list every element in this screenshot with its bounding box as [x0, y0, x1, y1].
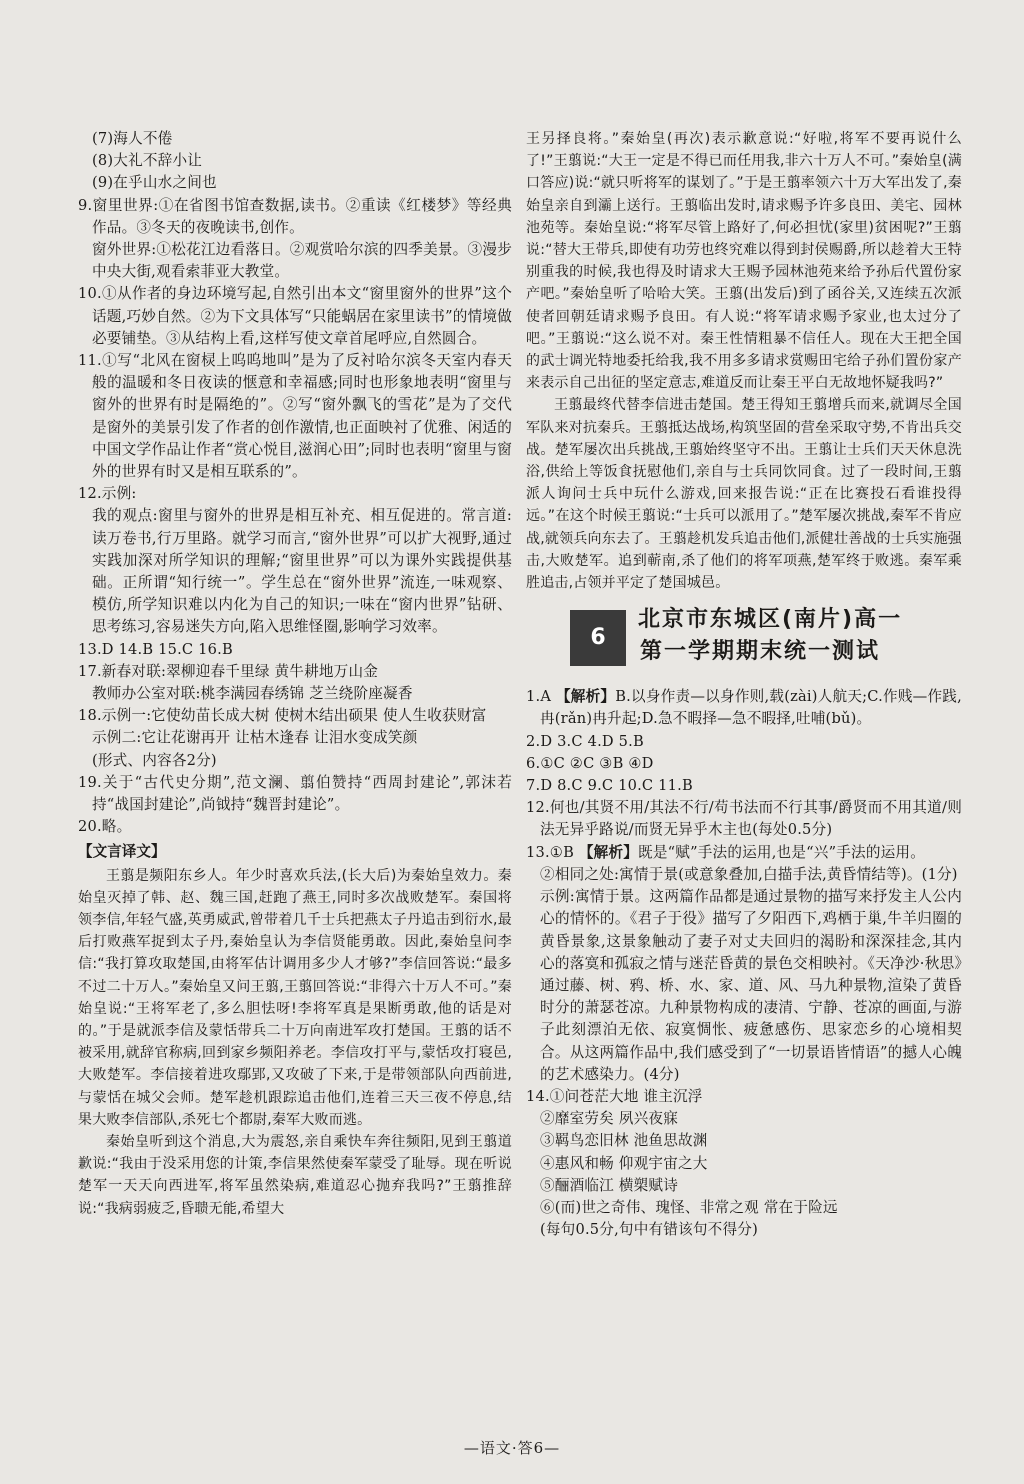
left-column — [78, 128, 512, 1220]
answer-q11: 11.①写“北风在窗棂上呜呜地叫”是为了反衬哈尔滨冬天室内春天般的温暖和冬日夜读的惬意和幸福感;同时也形象地表明“窗里与窗外的世界有时是隔绝的”。②写“窗外飘飞的雪花”是为了交代是窗外的美景引发了作者的创作激情,也正面映衬了优雅、闲适的中国文学作品让作者“赏心悦目,滋润心田”;同时也表明“窗里与窗外的世界有时又是相互联系的”。 — [78, 352, 512, 481]
analysis-tag: 【解析】 — [578, 843, 639, 861]
translation-paragraph: 王翦最终代替李信进击楚国。楚王得知王翦增兵而来,就调尽全国军队来对抗秦兵。王翦抵达战场,构筑坚固的营垒采取守势,不肯出兵交战。楚军屡次出兵挑战,王翦始终坚守不出。王翦让士兵们天天休息洗浴,供给上等饭食抚慰他们,亲自与士兵同饮同食。过了一段时间,王翦派人询问士兵中玩什么游戏,回来报告说:“正在比赛投石看谁投得远。”在这个时候王翦说:“士兵可以派用了。”楚军屡次挑战,秦军不肯应战,就领兵向东去了。王翦趁机发兵追击他们,派健壮善战的士兵实施强击,大败楚军。追到蕲南,杀了他们的将军项燕,楚军终于败逃。秦军乘胜追击,占领并平定了楚国城邑。 — [526, 397, 962, 592]
answer-line: (7)海人不倦 — [92, 130, 173, 147]
page-footer: —语文·答6— — [463, 1439, 561, 1457]
answer-a14-line: ③羁鸟恋旧林 池鱼思故渊 — [540, 1132, 708, 1150]
answer-a1 — [526, 686, 962, 730]
answer-a1-body: B.以身作责—以身作则,载(zài)人航天;C.作贱—作践,冉(rǎn)冉升起;D.急不暇择—急不暇择,吐哺(bǔ)。 — [540, 688, 962, 728]
answer-a2-5: 2.D 3.C 4.D 5.B — [526, 732, 644, 750]
answer-a13-choice: 13.①B — [526, 843, 579, 861]
translation-paragraph: 王另择良将。”秦始皇(再次)表示歉意说:“好啦,将军不要再说什么了!”王翦说:“大王一定是不得已而任用我,非六十万人不可。”秦始皇(满口答应)说:“就只听将军的谋划了。”于是王翦率领六十万大军出发了,秦始皇亲自到灞上送行。王翦临出发时,请求赐予许多良田、美宅、园林池苑等。秦始皇说:“将军尽管上路好了,何必担忧(家里)贫困呢?”王翦说:“替大王带兵,即使有功劳也终究难以得到封侯赐爵,所以趁着大王特别重我的时候,我也得及时请求大王赐予园林池苑来给予孙后代置份家产吧。”秦始皇听了哈哈大笑。王翦(出发后)到了函谷关,又连续五次派使者回朝廷请求赐予良田。有人说:“将军请求赐予家业,也太过分了吧。”王翦说:“这么说不对。秦王性情粗暴不信任人。现在大王把全国的武士调光特地委托给我,我不用多多请求赏赐田宅给子孙们置份家产来表示自己出征的坚定意志,难道反而让秦王平白无故地怀疑我吗?” — [526, 131, 962, 392]
answer-a13-example: 示例:寓情于景。这两篇作品都是通过景物的描写来抒发主人公内心的情怀的。《君子于役》描写了夕阳西下,鸡栖于巢,牛羊归圈的黄昏景象,这景象触动了妻子对丈夫回归的渴盼和深深挂念,其内心的落寞和孤寂之情与迷茫昏黄的景色交相映衬。《天净沙·秋思》通过藤、树、鸦、桥、水、家、道、风、马九种景物,渲染了黄昏时分的萧瑟苍凉。九种景物构成的凄清、宁静、苍凉的画面,与游子此刻漂泊无依、寂寞惆怅、疲惫感伤、思家恋乡的心境相契合。从这两篇作品中,我们感受到了“一切景语皆情语”的撼人心魄的艺术感染力。(4分) — [540, 888, 962, 1083]
answer-line: (9)在乎山水之间也 — [92, 174, 217, 192]
translation-paragraph: 王翦是频阳东乡人。年少时喜欢兵法,(长大后)为秦始皇效力。秦始皇灭掉了韩、赵、魏三国,赶跑了燕王,同时多次战败楚军。秦国将领李信,年轻气盛,英勇威武,曾带着几千士兵把燕太子丹追击到衍水,最后打败燕军捉到太子丹,秦始皇认为李信贤能勇敢。因此,秦始皇问李信:“我打算攻取楚国,由将军估计调用多少人才够?”李信回答说:“最多不过二十万人。”秦始皇又问王翦,王翦回答说:“非得六十万人不可。”秦始皇说:“王将军老了,多么胆怯呀!李将军真是果断勇敢,他的话是对的。”于是就派李信及蒙恬带兵二十万向南进军攻打楚国。王翦的话不被采用,就辞官称病,回到家乡频阳养老。李信攻打平与,蒙恬攻打寝邑,大败楚军。李信接着进攻鄢郢,又攻破了下来,于是带领部队向西前进,与蒙恬在城父会师。楚军趁机跟踪追击他们,连着三天三夜不停息,结果大败李信部队,杀死七个都尉,秦军大败而逃。 — [78, 867, 512, 1128]
answer-a14-line: 14.①问苍茫大地 谁主沉浮 — [526, 1087, 703, 1105]
answer-q12: 我的观点:窗里与窗外的世界是相互补充、相互促进的。常言道:读万卷书,行万里路。就学习而言,“窗外世界”可以扩大视野,通过实践加深对所学知识的理解;“窗里世界”可以为课外实践提供基础。正所谓“知行统一”。学生总在“窗外世界”流连,一味观察、模仿,所学知识难以内化为自己的知识;一味在“窗内世界”钻研、思考练习,容易迷失方向,陷入思维怪圈,影响学习效率。 — [92, 507, 512, 636]
answer-a7-11: 7.D 8.C 9.C 10.C 11.B — [526, 777, 693, 795]
answer-q10: 10.①从作者的身边环境写起,自然引出本文“窗里窗外的世界”这个话题,巧妙自然。②为下文具体写“只能蜗居在家里读书”的情境做必要铺垫。③从结构上看,这样写使文章首尾呼应,自然圆合。 — [78, 285, 512, 347]
answer-a14-line: ⑤酾酒临江 横槊赋诗 — [540, 1176, 678, 1194]
translation-paragraph: 秦始皇听到这个消息,大为震怒,亲自乘快车奔往频阳,见到王翦道歉说:“我由于没采用您的计策,李信果然使秦军蒙受了耻辱。现在听说楚军一天天向西进军,将军虽然染病,难道忍心抛弃我吗?”王翦推辞说:“我病弱疲乏,昏聩无能,希望大 — [78, 1133, 512, 1217]
answer-a14-line: ⑥(而)世之奇伟、瑰怪、非常之观 常在于险远 — [540, 1198, 838, 1216]
answer-a13-body: 既是“赋”手法的运用,也是“兴”手法的运用。 — [638, 843, 926, 861]
answer-q20: 20.略。 — [78, 818, 132, 836]
exam-title-line2: 第一学期期末统一测试 — [640, 639, 881, 665]
exam-title — [638, 604, 902, 668]
answer-a13b: ②相同之处:寓情于景(或意象叠加,白描手法,黄昏情结等)。(1分) — [540, 865, 958, 883]
answer-q9: 9.窗里世界:①在省图书馆查数据,读书。②重读《红楼梦》等经典作品。③冬天的夜晚读书,创作。 — [78, 196, 512, 236]
answer-a14-line: ④惠风和畅 仰观宇宙之大 — [540, 1154, 708, 1172]
answer-a13 — [526, 842, 962, 864]
answer-a6: 6.①C ②C ③B ④D — [526, 754, 654, 772]
answer-a12: 12.何也/其贤不用/其法不行/苟书法而不行其事/爵贤而不用其道/则法无异乎路说/而贤无异乎木主也(每处0.5分) — [526, 799, 962, 839]
answer-q9-outside: 窗外世界:①松花江边看落日。②观赏哈尔滨的四季美景。③漫步中央大街,观看索菲亚大教堂。 — [92, 241, 512, 281]
right-column — [526, 128, 962, 1241]
answer-q17b: 教师办公室对联:桃李满园春绣锦 芝兰绕阶座凝香 — [92, 685, 413, 703]
analysis-tag: 【解析】 — [555, 688, 616, 706]
section-heading-translation: 【文言译文】 — [78, 842, 166, 860]
answer-q18b: 示例二:它让花谢再开 让枯木逢春 让泪水变成笑颜 — [92, 729, 418, 747]
answer-a14-note: (每句0.5分,句中有错该句不得分) — [540, 1221, 758, 1239]
answer-q12-head: 12.示例: — [78, 485, 137, 503]
exam-title-line1: 北京市东城区(南片)高一 — [638, 607, 903, 633]
answer-q17a: 17.新春对联:翠柳迎春千里绿 黄牛耕地万山金 — [78, 662, 379, 680]
answer-a14-line: ②靡室劳矣 夙兴夜寐 — [540, 1110, 678, 1128]
exam-number-badge: 6 — [570, 610, 626, 666]
exam-title-block — [526, 604, 962, 676]
answer-a1-choice: 1.A — [526, 688, 556, 706]
answer-line: (8)大礼不辞小让 — [92, 152, 203, 170]
answer-q13-16: 13.D 14.B 15.C 16.B — [78, 640, 233, 658]
answer-q19: 19.关于“古代史分期”,范文澜、翦伯赞持“西周封建论”,郭沫若持“战国封建论”,尚钺持“魏晋封建论”。 — [78, 773, 512, 814]
answer-q18a: 18.示例一:它使幼苗长成大树 使树木结出硕果 使人生收获财富 — [78, 707, 487, 725]
answer-q18c: (形式、内容各2分) — [92, 751, 217, 769]
